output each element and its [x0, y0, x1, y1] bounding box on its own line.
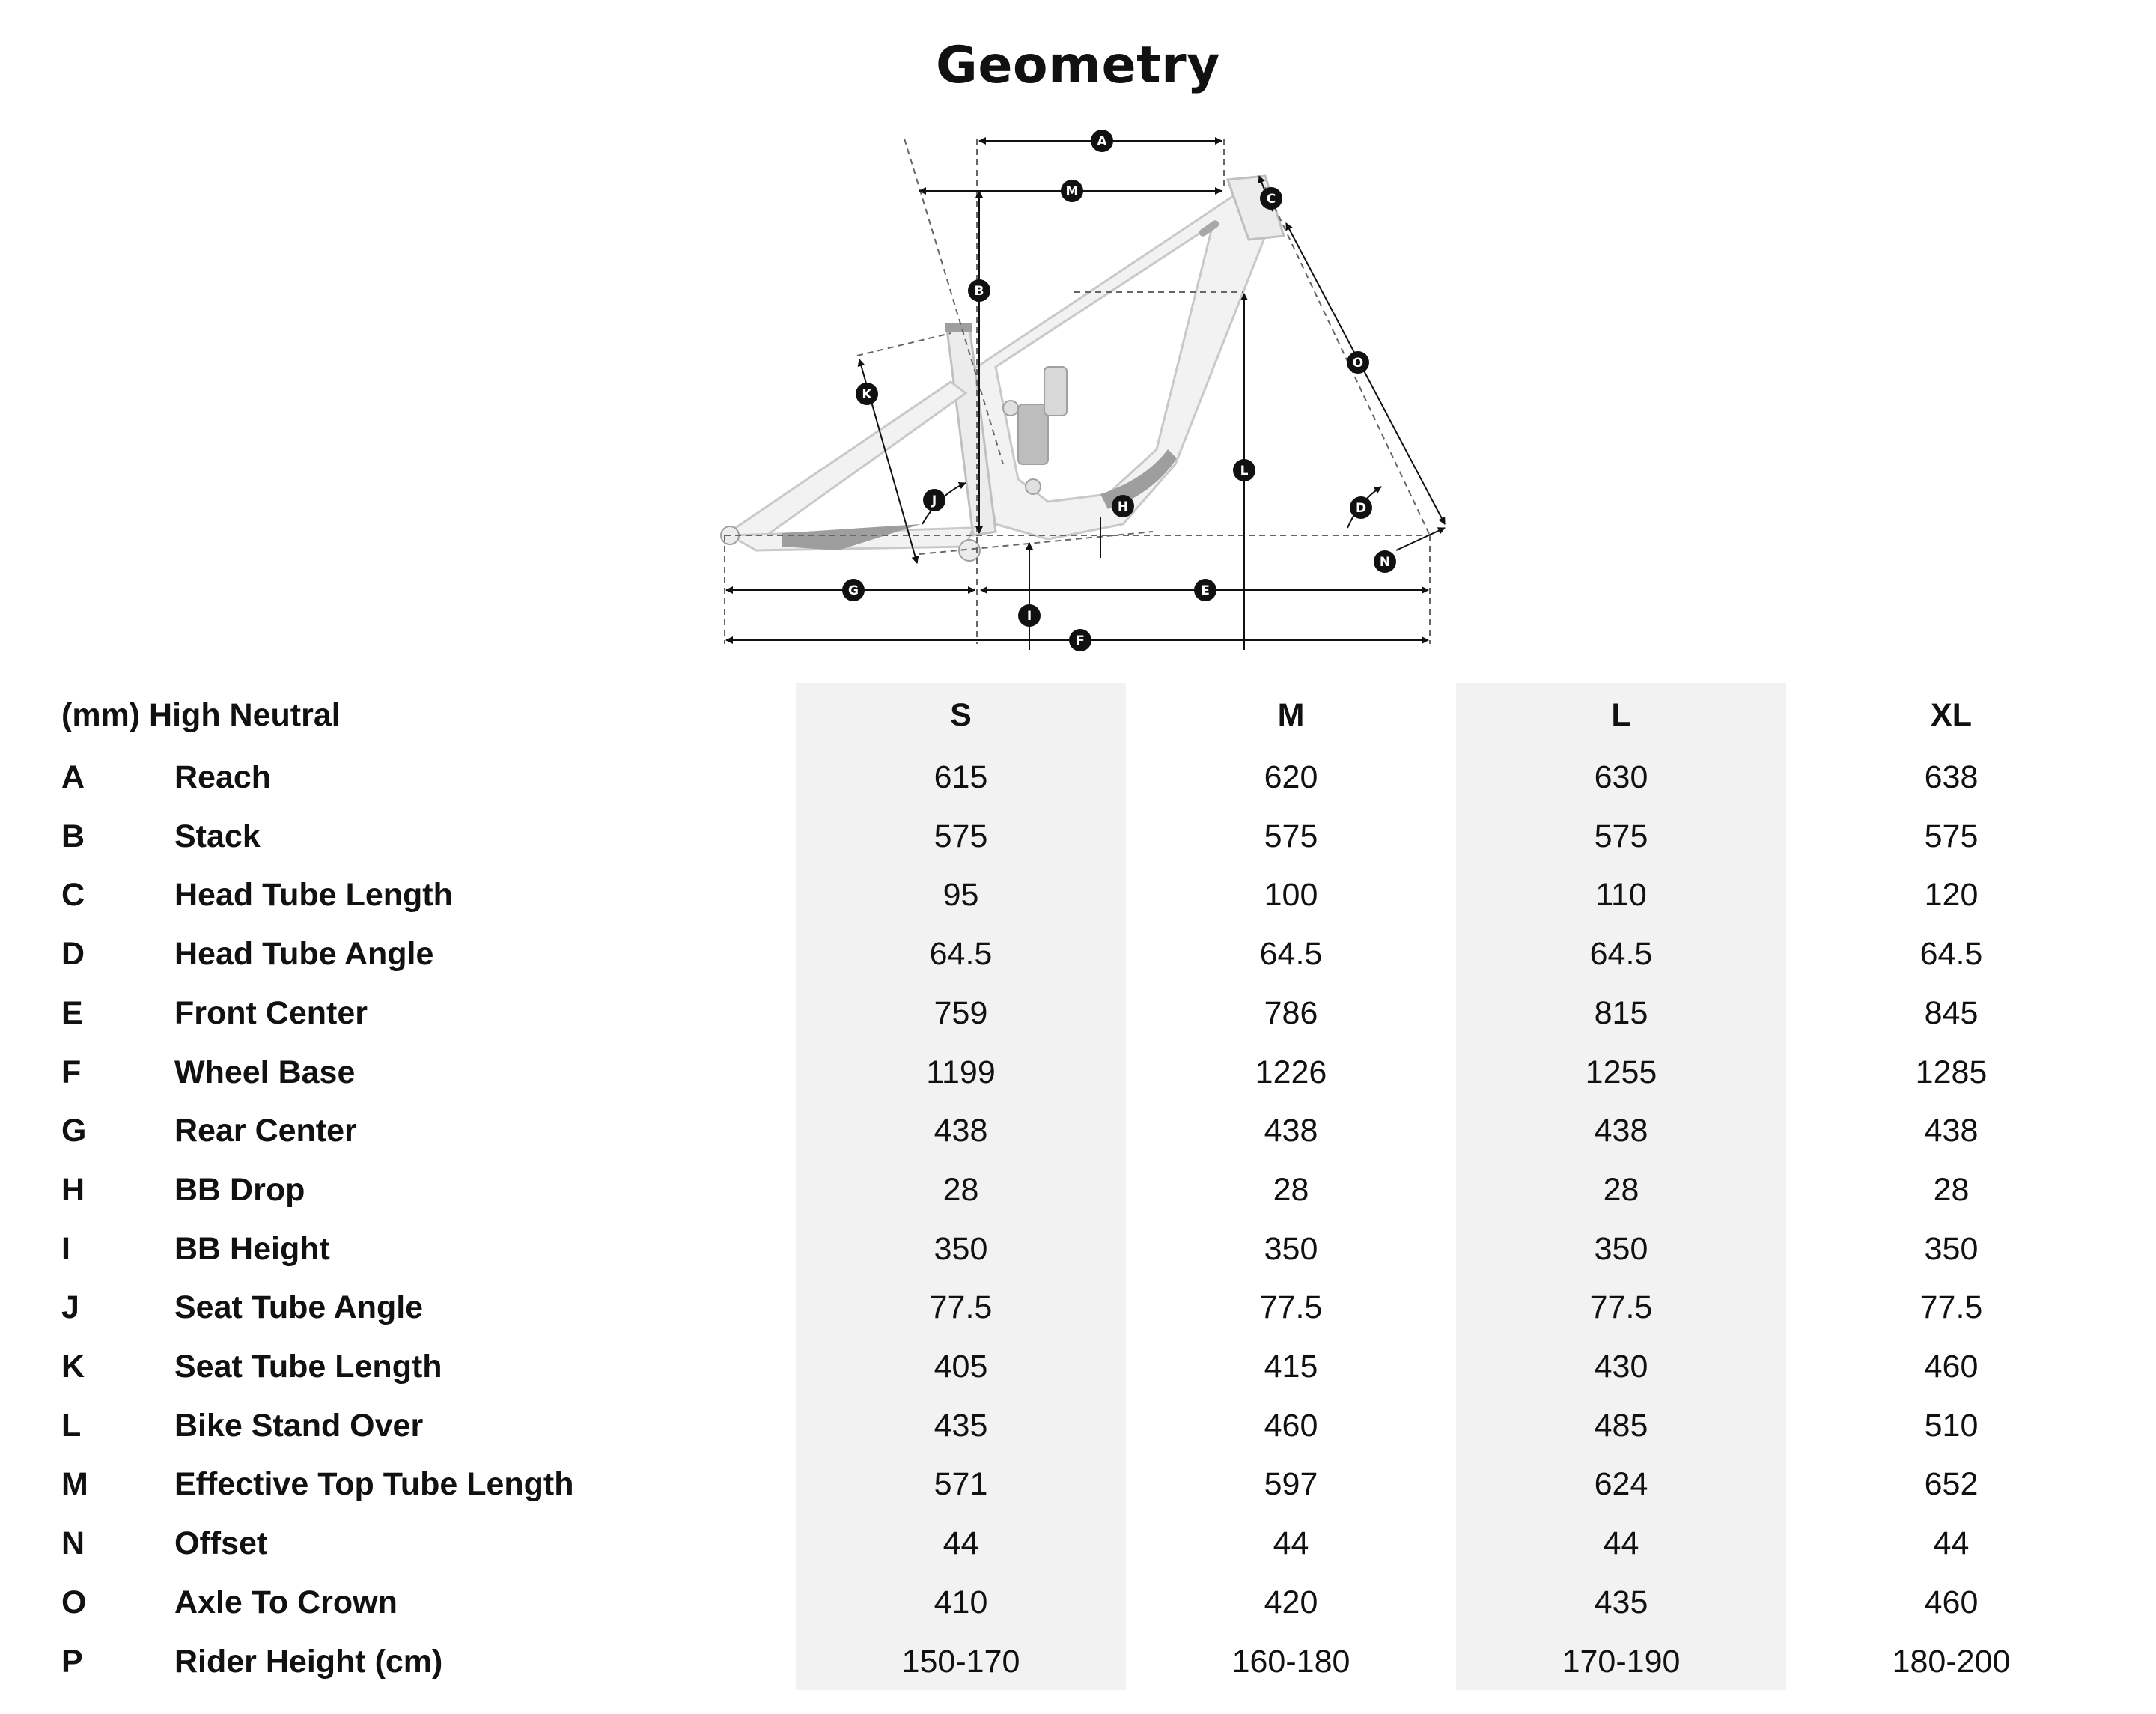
- svg-text:F: F: [1076, 633, 1085, 648]
- marker-f: [1069, 629, 1091, 651]
- table-cell: 759: [934, 995, 988, 1031]
- svg-text:C: C: [1266, 192, 1276, 207]
- svg-text:H: H: [1117, 499, 1129, 514]
- table-cell: 638: [1924, 759, 1979, 795]
- row-letter: E: [61, 995, 83, 1031]
- row-label: Effective Top Tube Length: [174, 1466, 574, 1502]
- table-corner-label: (mm) High Neutral: [61, 697, 341, 733]
- svg-text:A: A: [1097, 134, 1107, 149]
- table-cell: 64.5: [1589, 936, 1653, 972]
- bike-geometry-diagram: [0, 0, 2156, 674]
- row-label: Offset: [174, 1525, 268, 1561]
- marker-i: [1018, 604, 1041, 627]
- table-cell: 170-190: [1562, 1644, 1681, 1680]
- table-cell: 405: [934, 1349, 988, 1385]
- table-cell: 160-180: [1231, 1644, 1350, 1680]
- svg-text:D: D: [1355, 501, 1367, 516]
- row-letter: L: [61, 1408, 82, 1444]
- table-cell: 77.5: [1919, 1289, 1983, 1325]
- svg-text:E: E: [1201, 583, 1210, 598]
- table-cell: 438: [934, 1113, 988, 1149]
- row-label: Seat Tube Angle: [174, 1289, 424, 1325]
- row-letter: K: [61, 1349, 85, 1385]
- size-header-l: L: [1611, 697, 1631, 733]
- marker-b: [968, 279, 990, 302]
- size-header-m: M: [1277, 697, 1305, 733]
- table-cell: 575: [1924, 818, 1979, 854]
- table-cell: 350: [1264, 1231, 1318, 1267]
- marker-l: [1233, 459, 1255, 481]
- marker-m: [1061, 180, 1083, 202]
- table-cell: 28: [1933, 1172, 1970, 1208]
- row-label: BB Height: [174, 1231, 330, 1267]
- row-label: Front Center: [174, 995, 368, 1031]
- table-cell: 575: [1594, 818, 1648, 854]
- table-cell: 630: [1594, 759, 1648, 795]
- table-cell: 64.5: [1259, 936, 1323, 972]
- marker-a: [1091, 130, 1113, 152]
- table-cell: 438: [1264, 1113, 1318, 1149]
- table-cell: 100: [1264, 877, 1318, 913]
- table-cell: 77.5: [929, 1289, 993, 1325]
- marker-d: [1350, 496, 1372, 519]
- table-cell: 597: [1264, 1466, 1318, 1502]
- table-cell: 415: [1264, 1349, 1318, 1385]
- row-letter: F: [61, 1054, 82, 1090]
- table-cell: 575: [1264, 818, 1318, 854]
- row-letter: B: [61, 818, 85, 854]
- size-header-s: S: [950, 697, 972, 733]
- table-cell: 435: [1594, 1584, 1648, 1620]
- table-cell: 44: [1603, 1525, 1639, 1561]
- table-cell: 120: [1924, 877, 1979, 913]
- marker-c: [1260, 187, 1282, 210]
- table-cell: 652: [1924, 1466, 1979, 1502]
- table-cell: 435: [934, 1408, 988, 1444]
- marker-o: [1347, 351, 1369, 374]
- row-letter: J: [61, 1289, 79, 1325]
- marker-e: [1194, 579, 1216, 601]
- table-cell: 410: [934, 1584, 988, 1620]
- table-cell: 438: [1594, 1113, 1648, 1149]
- table-cell: 460: [1264, 1408, 1318, 1444]
- marker-g: [842, 579, 865, 601]
- row-letter: M: [61, 1466, 88, 1502]
- svg-text:N: N: [1379, 555, 1391, 570]
- row-label: Bike Stand Over: [174, 1408, 424, 1444]
- table-cell: 44: [943, 1525, 979, 1561]
- table-cell: 460: [1924, 1584, 1979, 1620]
- table-cell: 28: [1603, 1172, 1639, 1208]
- table-cell: 786: [1264, 995, 1318, 1031]
- svg-text:O: O: [1352, 356, 1364, 371]
- marker-j: [923, 489, 945, 511]
- table-cell: 350: [934, 1231, 988, 1267]
- row-label: Reach: [174, 759, 272, 795]
- table-cell: 620: [1264, 759, 1318, 795]
- row-letter: G: [61, 1113, 87, 1149]
- marker-n: [1374, 550, 1396, 573]
- marker-k: [856, 383, 878, 405]
- table-cell: 64.5: [929, 936, 993, 972]
- table-cell: 350: [1594, 1231, 1648, 1267]
- table-cell: 110: [1595, 877, 1647, 913]
- table-cell: 575: [934, 818, 988, 854]
- table-cell: 485: [1594, 1408, 1648, 1444]
- table-cell: 571: [934, 1466, 988, 1502]
- row-label: BB Drop: [174, 1172, 305, 1208]
- table-cell: 350: [1924, 1231, 1979, 1267]
- table-cell: 430: [1594, 1349, 1648, 1385]
- table-cell: 44: [1933, 1525, 1970, 1561]
- svg-text:L: L: [1240, 464, 1249, 478]
- row-label: Rear Center: [174, 1113, 357, 1149]
- row-label: Wheel Base: [174, 1054, 356, 1090]
- row-label: Rider Height (cm): [174, 1644, 443, 1680]
- table-cell: 28: [1273, 1172, 1309, 1208]
- table-cell: 420: [1264, 1584, 1318, 1620]
- table-cell: 64.5: [1919, 936, 1983, 972]
- table-cell: 438: [1924, 1113, 1979, 1149]
- page-title: Geometry: [936, 36, 1220, 95]
- svg-text:M: M: [1065, 184, 1079, 199]
- row-label: Seat Tube Length: [174, 1349, 442, 1385]
- row-label: Axle To Crown: [174, 1584, 398, 1620]
- table-cell: 44: [1273, 1525, 1309, 1561]
- bike-frame-illustration: [721, 176, 1284, 561]
- row-label: Stack: [174, 818, 261, 854]
- row-label: Head Tube Length: [174, 877, 453, 913]
- table-cell: 28: [943, 1172, 979, 1208]
- row-letter: A: [61, 759, 85, 795]
- table-cell: 77.5: [1259, 1289, 1323, 1325]
- table-cell: 615: [934, 759, 988, 795]
- size-header-xl: XL: [1931, 697, 1972, 733]
- table-cell: 150-170: [901, 1644, 1020, 1680]
- row-letter: I: [61, 1231, 70, 1267]
- svg-text:I: I: [1026, 609, 1032, 624]
- table-cell: 1226: [1255, 1054, 1327, 1090]
- svg-text:K: K: [862, 387, 872, 402]
- row-label: Head Tube Angle: [174, 936, 434, 972]
- svg-text:G: G: [848, 583, 859, 598]
- table-cell: 460: [1924, 1349, 1979, 1385]
- row-letter: C: [61, 877, 85, 913]
- row-letter: H: [61, 1172, 85, 1208]
- table-cell: 510: [1924, 1408, 1979, 1444]
- row-letter: P: [61, 1644, 83, 1680]
- table-cell: 845: [1924, 995, 1979, 1031]
- row-letter: N: [61, 1525, 85, 1561]
- table-cell: 77.5: [1589, 1289, 1653, 1325]
- table-cell: 815: [1594, 995, 1648, 1031]
- table-cell: 95: [943, 877, 979, 913]
- svg-text:J: J: [931, 493, 937, 508]
- marker-h: [1112, 495, 1134, 517]
- row-letter: D: [61, 936, 85, 972]
- table-cell: 1285: [1915, 1054, 1988, 1090]
- table-cell: 1255: [1585, 1054, 1657, 1090]
- svg-text:B: B: [974, 284, 984, 299]
- row-letter: O: [61, 1584, 87, 1620]
- table-cell: 624: [1594, 1466, 1648, 1502]
- table-cell: 1199: [926, 1054, 996, 1090]
- table-cell: 180-200: [1892, 1644, 2011, 1680]
